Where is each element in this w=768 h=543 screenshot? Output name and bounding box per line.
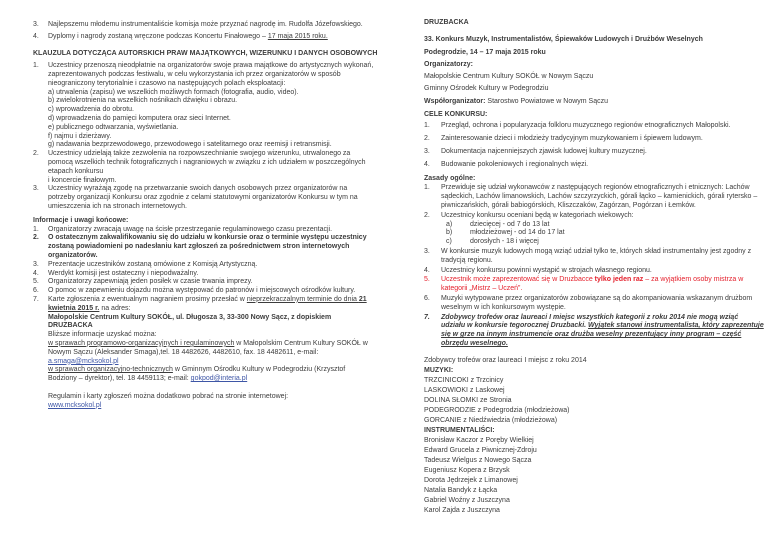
clause-item	[33, 185, 374, 211]
coorganizer-line	[424, 96, 764, 108]
clause-text-continuation: i koncercie finałowym.	[48, 176, 117, 184]
item-number: 6.	[424, 294, 430, 302]
final-note-item-submission	[33, 296, 374, 331]
contact-technical-line	[48, 366, 374, 384]
final-note-item	[33, 261, 374, 270]
item-text: Werdykt komisji jest ostateczny i niepodważalny.	[48, 269, 199, 277]
muzyki-entry: DOLINA SŁOMKI ze Stronia	[424, 396, 512, 404]
winners-intro: Zdobywcy trofeów oraz laureaci I miejsc z roku 2014	[424, 356, 587, 364]
contact-scope-underlined: w sprawach organizacyjno-technicznych	[48, 366, 173, 374]
item-text: Organizatorzy zwracają uwagę na ścisłe przestrzeganie regulaminowego czasu prezentacji.	[48, 225, 333, 233]
item-text	[48, 296, 374, 331]
item-number: 4.	[33, 33, 39, 41]
rule-text-exception: Wyjątek stanowi instrumentalista, który zaprezentuje się w grze na innym instrumencie oraz drużba weselny prezentujący inny program – część obrzędu weselnego.	[441, 322, 764, 347]
item-text: O pomoc w zapewnieniu dojazdu można występować do patronów i miejscowych ośrodków kultury.	[48, 287, 356, 295]
clause-subline: d) wprowadzenia do pamięci komputera oraz sieci Internet.	[48, 114, 231, 122]
instrumentalist-entry: Bronisław Kaczor z Poręby Wielkiej	[424, 436, 534, 444]
contact-program-line	[48, 340, 374, 366]
contact-details: w Małopolskim Centrum Kultury SOKÓŁ w Nowym Sączu (Aleksander Smaga),tel. 18 4482626, 4482610, fax. 18 4482611, e-mail:	[48, 339, 368, 356]
item-number: 5.	[33, 278, 39, 286]
item-number: 4.	[33, 269, 39, 277]
item-text	[441, 314, 764, 349]
organizer-2: Gminny Ośrodek Kultury w Podegrodziu	[424, 85, 549, 93]
website-link[interactable]: www.mcksokol.pl	[48, 401, 102, 409]
item-number: 3.	[33, 21, 39, 28]
final-notes-heading: Informacje i uwagi końcowe:	[33, 216, 129, 224]
age-category	[441, 238, 764, 247]
left-column	[33, 19, 378, 410]
item-number: 7.	[33, 295, 39, 303]
item-text: Przegląd, ochrona i popularyzacja folkloru muzycznego regionów etnograficznych Małopolski.	[441, 121, 731, 129]
final-note-item	[33, 270, 374, 279]
document-header	[424, 17, 764, 108]
final-note-item	[33, 278, 374, 287]
item-text	[441, 276, 764, 294]
item-number: 3.	[424, 148, 430, 156]
item-number: 2.	[33, 234, 39, 242]
item-text	[48, 31, 374, 43]
item-text: Zainteresowanie dzieci i młodzieży tradycyjnym muzykowaniem i śpiewem ludowym.	[441, 135, 703, 143]
list-item	[33, 19, 374, 31]
item-number: 3.	[33, 185, 39, 193]
item-number: 4.	[424, 161, 430, 169]
organizers-label: Organizatorzy:	[424, 60, 474, 68]
age-categories-intro: Uczestnicy konkursu oceniani będą w kategoriach wiekowych:	[441, 211, 634, 219]
item-number: 3.	[424, 248, 430, 255]
item-text: Uczestnicy wyrażają zgodę na przetwarzanie swoich danych osobowych przez organizatorów na potrzeby organizacji Konkursu oraz zgodnie z celami statutowymi organizatorów Konkursu w tym na umieszczenia ich na stronach internetowych.	[48, 185, 358, 210]
item-number: 1.	[33, 225, 39, 233]
awards-list	[33, 19, 374, 43]
clause-subline: e) publicznego odtwarzania, wyświetlania.	[48, 123, 179, 131]
muzyki-entry: TRZCINICOKI z Trzcinicy	[424, 376, 504, 384]
submission-deadline-date: 21 kwietnia 2015 r.	[48, 295, 367, 312]
age-category	[441, 229, 764, 238]
more-info-heading: Bliższe informacje uzyskać można:	[48, 331, 157, 339]
contact-scope-underlined: w sprawach programowo-organizacyjnych i regulaminowych	[48, 339, 235, 347]
submission-deadline-label: nieprzekraczalnym terminie do dnia	[246, 295, 359, 303]
coorganizer-value: Starostwo Powiatowe w Nowym Sączu	[485, 97, 608, 105]
document-title: DRUZBACKA	[424, 19, 469, 26]
clause-item	[33, 150, 374, 185]
age-category	[441, 221, 764, 230]
winners-section	[424, 356, 764, 516]
final-concert-date: 17 maja 2015 roku.	[267, 33, 328, 41]
item-number: 7.	[424, 313, 430, 321]
rule-item-previous-winners	[424, 314, 764, 349]
item-number: 5.	[424, 276, 430, 284]
rule-item-highlighted	[424, 276, 764, 294]
right-column	[424, 17, 764, 516]
clause-subline: c) wprowadzenia do obrotu.	[48, 106, 134, 114]
list-item	[33, 31, 374, 43]
category-text: młodzieżowej - od 14 do 17 lat	[470, 229, 565, 237]
submission-address-line2: DRUZBACKA	[48, 322, 93, 330]
email-link-gokpod[interactable]: gokpod@interia.pl	[190, 375, 248, 383]
spacer	[48, 384, 374, 393]
clause-text: Uczestnicy udzielają także zezwolenia na rozpowszechnianie swojego wizerunku, utrwalonego za pomocą wszelkich technik fotograficznych i nagraniowych w związku z ich udziałem w poszczególnych etapach konkursu	[48, 150, 366, 175]
instrumentalist-entry: Dorota Jędrzejek z Limanowej	[424, 476, 518, 484]
item-number: 1.	[424, 121, 430, 129]
rule-text-prefix: Uczestnik może zaprezentować się w Druzbacce	[441, 276, 595, 284]
submission-text-prefix: Karte zgłoszenia z ewentualnym nagraniem prosimy przesłać w	[48, 295, 247, 303]
download-note: Regulamin i karty zgłoszeń można dodatkowo pobrać na stronie internetowej:	[48, 392, 289, 400]
item-number: 6.	[33, 287, 39, 295]
rule-text-part1: Zdobywcy trofeów oraz laureaci I miejsc wszystkich kategorii z roku 2014 nie mogą wziąć udziału w konkursie tegorocznej Druzbacki.	[441, 313, 739, 330]
item-text-prefix: Dyplomy i nagrody zostaną wręczone podczas Koncertu Finałowego –	[48, 33, 268, 41]
category-letter: a)	[446, 220, 453, 228]
rule-item-age-categories	[424, 212, 764, 247]
item-text: Muzyki wytypowane przez organizatorów zobowiązane są do akompaniowania wskazanym drużbom weselnym w ich konkursowym występie.	[441, 294, 753, 311]
muzyki-entry: LASKOWIOKI z Laskowej	[424, 386, 505, 394]
rules-heading: Zasady ogólne:	[424, 174, 476, 182]
goal-item	[424, 135, 764, 144]
muzyki-entry: GORCANIE z Niedźwiedzia (młodzieżowa)	[424, 416, 558, 424]
muzyki-heading: MUZYKI:	[424, 366, 454, 374]
item-text: Prezentacje uczestników zostaną omówione z Komisją Artystyczną.	[48, 260, 258, 268]
instrumentalist-entry: Gabriel Woźny z Juszczyna	[424, 496, 510, 504]
rule-text-emphasis: tylko jeden raz	[594, 276, 644, 284]
rule-text-suffix: – za wyjątkiem osoby mistrza w kategorii „Mistrz – Uczeń”.	[441, 276, 744, 293]
rule-item	[424, 267, 764, 276]
contact-details: w Gminnym Ośrodku Kultury w Podegrodziu (Krzysztof Bodziony – dyrektor), tel. 18 4459113; e-mail:	[48, 366, 346, 383]
instrumentalist-entry: Tadeusz Wielgus z Nowego Sącza	[424, 456, 532, 464]
category-letter: b)	[446, 229, 453, 237]
item-text	[48, 150, 374, 185]
item-text: Uczestnicy konkursu powinni wystąpić w strojach własnego regionu.	[441, 266, 652, 274]
clause-text: Uczestnicy przenoszą nieodpłatnie na organizatorów swoje prawa majątkowe do artystycznych wykonań, zaprezentowanych podczas festiwalu, w celu wykorzystania ich przez organizatorów w sposób nieograniczony terytorialnie i czasowo na następujących polach eksploatacji:	[48, 62, 374, 87]
item-text: O ostatecznym zakwalifikowaniu się do udziału w konkursie oraz o terminie występu uczestnicy zostaną powiadomieni po nadesłaniu kart zgłoszeń za pośrednictwem stron internetowych organizatorów.	[48, 234, 367, 259]
final-note-item	[33, 287, 374, 296]
category-text: dziecięcej - od 7 do 13 lat	[470, 220, 550, 228]
coorganizer-label: Współorganizator:	[424, 97, 486, 105]
item-number: 2.	[33, 150, 39, 158]
item-text: Budowanie pokoleniowych i regionalnych więzi.	[441, 161, 589, 169]
final-note-item	[33, 234, 374, 260]
submission-text-suffix: na adres:	[99, 304, 131, 312]
final-note-item	[33, 226, 374, 235]
submission-address-line1: Małopolskie Centrum Kultury SOKÓŁ, ul. Długosza 3, 33-300 Nowy Sącz, z dopiskiem	[48, 313, 332, 321]
item-number: 2.	[424, 211, 430, 219]
clause-subline: b) zwielokrotnienia na wszelkich nośnikach dźwięku i obrazu.	[48, 97, 238, 105]
item-number: 3.	[33, 260, 39, 268]
item-text: W konkursie muzyk ludowych mogą wziąć udział tylko te, których skład instrumentalny jest zgodny z tradycją regionu.	[441, 248, 752, 264]
instrumentalists-heading: INSTRUMENTALIŚCI:	[424, 426, 495, 434]
goal-item	[424, 122, 764, 131]
category-text: dorosłych - 18 i więcej	[470, 238, 539, 246]
email-link-smaga[interactable]: a.smaga@mcksokol.pl	[48, 357, 119, 365]
instrumentalist-entry: Karol Zajda z Juszczyna	[424, 506, 500, 514]
item-text: Dokumentacja najcenniejszych zjawisk ludowej kultury muzycznej.	[441, 148, 647, 156]
item-number: 4.	[424, 266, 430, 274]
goals-heading: CELE KONKURSU:	[424, 111, 488, 119]
clause-subline: g) nadawania bezprzewodowego, przewodowego i satelitarnego oraz reemisji i retransmisji.	[48, 141, 332, 149]
item-number: 2.	[424, 135, 430, 143]
item-text	[441, 212, 764, 247]
rule-item	[424, 295, 764, 313]
item-number: 1.	[33, 62, 39, 70]
category-letter: c)	[446, 238, 452, 246]
muzyki-entry: PODEGRODZIE z Podegrodzia (młodzieżowa)	[424, 406, 570, 414]
item-text: Organizatorzy zapewniają jeden posiłek w czasie trwania imprezy.	[48, 278, 253, 286]
clause-subline: f) najmu i dzierżawy.	[48, 132, 112, 140]
contact-block	[48, 331, 374, 410]
item-text: Przewiduje się udział wykonawców z następujących regionów etnograficznych i etnicznych: Lachów sądeckich, Lachów limanowskich, Lachów szczyrzyckich, górali łącko – kamienickich, górali rytersko – piwniczańskich, górali babiogórskich, Kliszczaków, Zagórzan, Pogórzan i Łemków.	[441, 184, 758, 210]
organizer-1: Małopolskie Centrum Kultury SOKÓŁ w Nowym Sączu	[424, 73, 594, 81]
contest-name: 33. Konkurs Muzyk, Instrumentalistów, Śpiewaków Ludowych i Drużbów Weselnych	[424, 36, 703, 44]
rule-item	[424, 184, 764, 210]
item-text	[48, 62, 374, 150]
instrumentalist-entry: Natalia Bandyk z Łącka	[424, 486, 498, 494]
instrumentalist-entry: Eugeniusz Kopera z Brzysk	[424, 466, 510, 474]
copyright-clause-heading: KLAUZULA DOTYCZĄCA AUTORSKICH PRAW MAJĄTKOWYCH, WIZERUNKU I DANYCH OSOBOWYCH	[33, 50, 378, 58]
place-and-date: Podegrodzie, 14 – 17 maja 2015 roku	[424, 48, 546, 56]
item-text: Najlepszemu młodemu instrumentaliście komisja może przyznać nagrodę im. Rudolfa Józefowskiego.	[48, 21, 363, 28]
instrumentalist-entry: Edward Grucela z Piwnicznej-Zdroju	[424, 446, 537, 454]
clause-item	[33, 62, 374, 150]
goal-item	[424, 161, 764, 170]
rule-item	[424, 248, 764, 266]
goal-item	[424, 148, 764, 157]
clause-subline: a) utrwalenia (zapisu) we wszelkich możliwych formach (fotografia, audio, video).	[48, 88, 299, 96]
item-number: 1.	[424, 184, 430, 192]
